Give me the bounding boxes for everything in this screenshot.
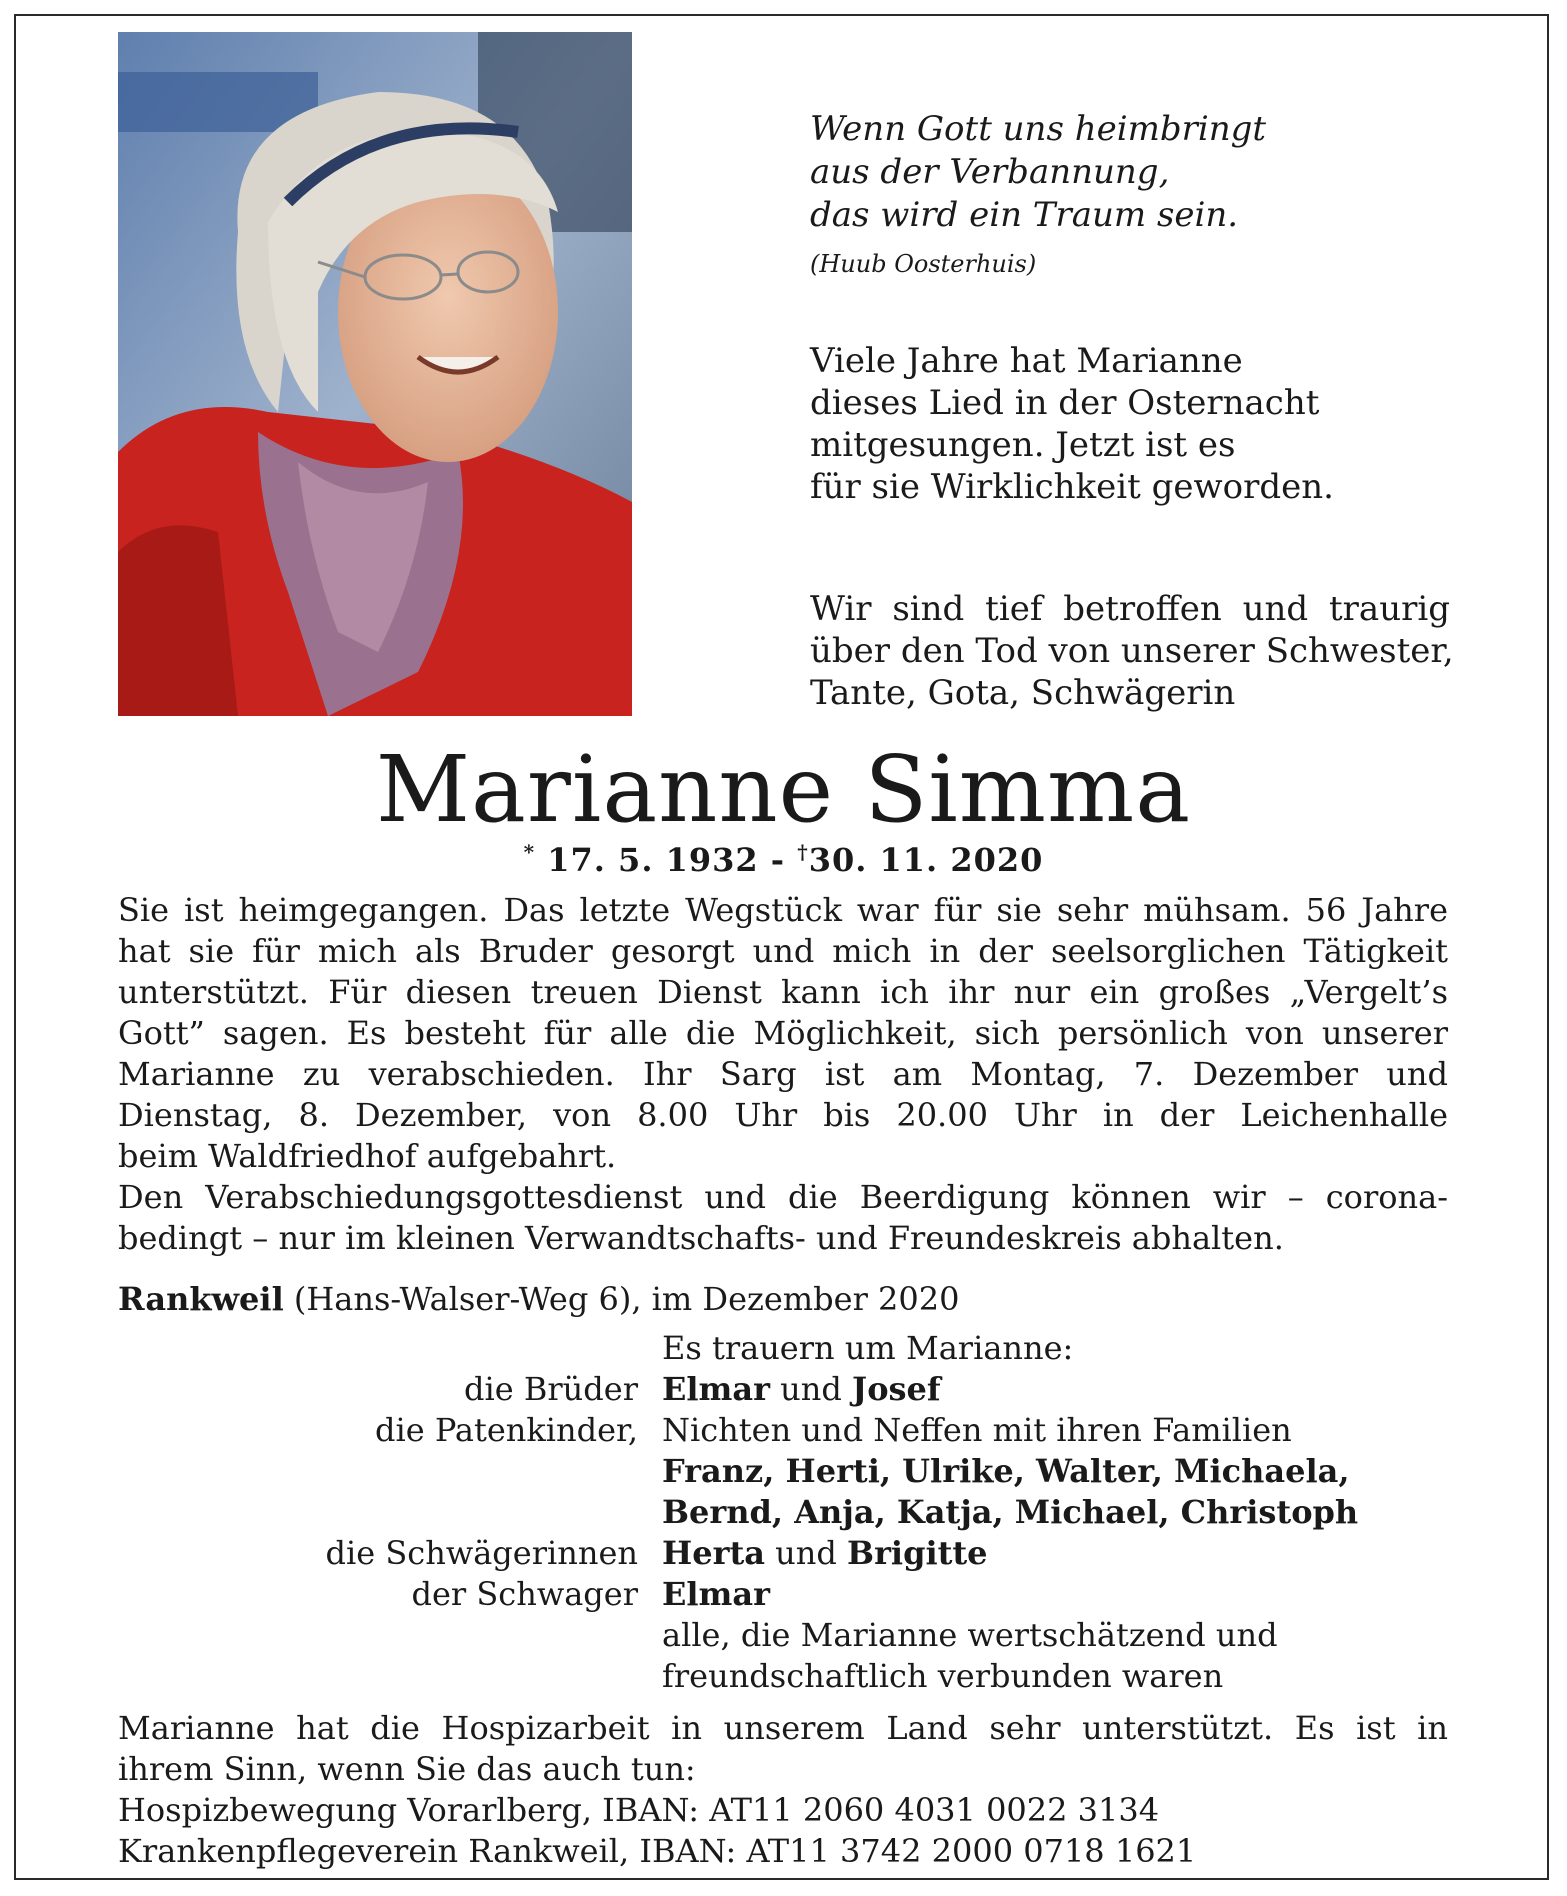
others-text: freundschaftlich verbunden waren [662,1657,1224,1695]
intro-line: Viele Jahre hat Marianne [810,341,1243,381]
brother-name: Elmar [662,1370,770,1408]
death-symbol: † [797,840,809,864]
body-line: Marianne zu verabschieden. Ihr Sarg ist am Montag, 7. Dezember und [118,1055,1448,1093]
body-line: unterstützt. Für diesen treuen Dienst kann ich ihr nur ein großes „Vergelt’s [118,973,1448,1011]
mourners-row [0,1410,1567,1451]
place-and-date [118,1280,959,1318]
quote-line: aus der Verbannung, [810,152,1170,192]
birth-symbol: * [523,840,536,864]
body-line: Den Verabschiedungsgottesdienst und die Beerdigung können wir – corona- [118,1178,1448,1216]
mourners-list [0,1328,1567,1697]
mourners-header: Es trauern um Marianne: [662,1329,1074,1367]
address-date: (Hans-Walser-Weg 6), im Dezember 2020 [293,1280,960,1318]
mourners-row [0,1451,1567,1492]
epigraph-quote [810,108,1450,237]
mourners-row [0,1574,1567,1615]
intro-line: mitgesungen. Jetzt ist es [810,425,1236,465]
quote-author: (Huub Oosterhuis) [810,250,1037,278]
sisters-in-law-label: die Schwägerinnen [325,1534,638,1572]
sister-in-law-name: Brigitte [847,1534,988,1572]
brothers-label: die Brüder [464,1370,638,1408]
body-line: Dienstag, 8. Dezember, von 8.00 Uhr bis 20.00 Uhr in der Leichenhalle [118,1096,1448,1134]
mourners-row [0,1492,1567,1533]
mourners-row: die Schwägerinnen Herta und Brigitte [0,1533,1567,1574]
body-line: bedingt – nur im kleinen Verwandtschafts- und Freundeskreis abhalten. [118,1219,1284,1257]
body-line: hat sie für mich als Bruder gesorgt und mich in der seelsorglichen Tätigkeit [118,932,1448,970]
main-text [118,890,1448,1259]
others-text: alle, die Marianne wertschätzend und [662,1616,1278,1654]
sorrow-line: Wir sind tief betroffen und traurig [810,589,1450,629]
mourners-row [0,1615,1567,1656]
quote-line: Wenn Gott uns heimbringt [810,109,1267,149]
quote-line: das wird ein Traum sein. [810,195,1239,235]
birth-date: 17. 5. 1932 [547,841,759,879]
iban-line: Krankenpflegeverein Rankweil, IBAN: AT11 3742 2000 0718 1621 [118,1832,1197,1870]
death-date: 30. 11. 2020 [808,841,1044,879]
footer-line: Marianne hat die Hospizarbeit in unserem Land sehr unterstützt. Es ist in [118,1709,1448,1747]
intro-line: dieses Lied in der Osternacht [810,383,1320,423]
brother-in-law-label: der Schwager [411,1575,638,1613]
footer-line: ihrem Sinn, wenn Sie das auch tun: [118,1750,696,1788]
mourners-row [0,1656,1567,1697]
town-name: Rankweil [118,1280,284,1318]
sorrow-line: Tante, Gota, Schwägerin [810,673,1236,713]
sister-in-law-name: Herta [662,1534,765,1572]
donation-note [118,1708,1448,1872]
mourners-row: die Brüder Elmar und Josef [0,1369,1567,1410]
body-line: Gott” sagen. Es besteht für alle die Möglichkeit, sich persönlich von unserer [118,1014,1448,1052]
body-line: beim Waldfriedhof aufgebahrt. [118,1137,617,1175]
godchildren-label: die Patenkinder, [374,1411,638,1449]
sorrow-line: über den Tod von unserer Schwester, [810,631,1454,671]
date-separator: - [770,841,786,879]
intro-line: für sie Wirklichkeit geworden. [810,467,1334,507]
family-names: Bernd, Anja, Katja, Michael, Christoph [662,1493,1359,1531]
deceased-name: Marianne Simma [375,736,1192,843]
life-dates [0,840,1567,879]
mourners-row [0,1328,1567,1369]
body-line: Sie ist heimgegangen. Das letzte Wegstück war für sie sehr mühsam. 56 Jahre [118,891,1448,929]
intro-paragraph [810,340,1450,508]
portrait-photo [118,32,632,716]
sorrow-paragraph [810,588,1454,714]
family-names: Franz, Herti, Ulrike, Walter, Michaela, [662,1452,1350,1490]
nieces-text: Nichten und Neffen mit ihren Familien [662,1411,1292,1449]
brother-name: Josef [852,1370,941,1408]
brother-in-law-name: Elmar [662,1575,770,1613]
iban-line: Hospizbewegung Vorarlberg, IBAN: AT11 2060 4031 0022 3134 [118,1791,1160,1829]
